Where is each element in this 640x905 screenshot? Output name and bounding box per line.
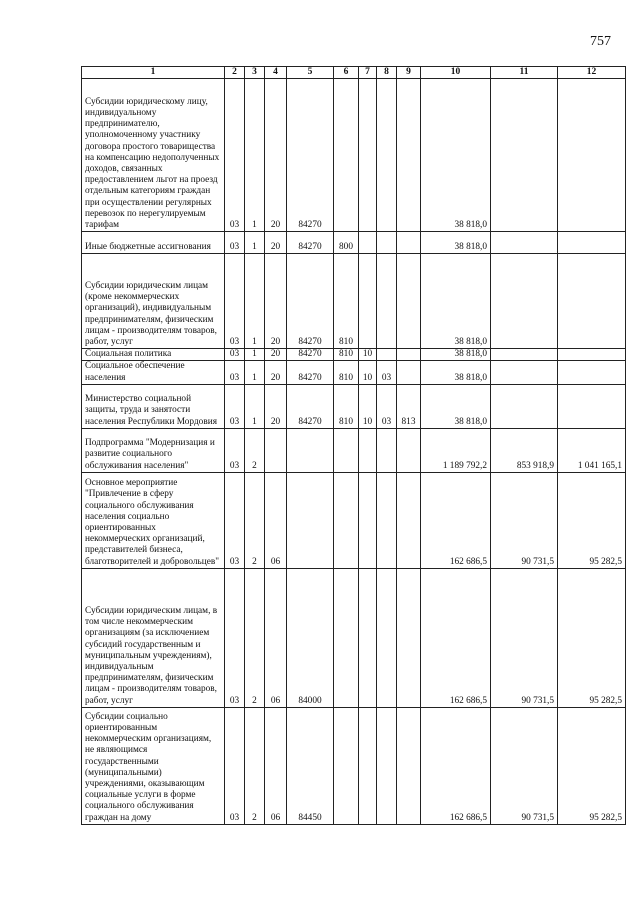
cell-col-3: 2 <box>245 428 265 472</box>
row-name: Подпрограмма "Модернизация и развитие социального обслуживания населения" <box>82 428 225 472</box>
table-header <box>82 67 626 79</box>
cell-col-12 <box>558 361 626 384</box>
cell-col-12: 1 041 165,1 <box>558 428 626 472</box>
cell-col-3: 1 <box>245 254 265 349</box>
cell-col-12: 95 282,5 <box>558 568 626 707</box>
cell-col-8 <box>377 254 397 349</box>
cell-col-10: 38 818,0 <box>421 361 491 384</box>
cell-col-11 <box>491 349 558 361</box>
table-row <box>82 361 626 384</box>
cell-col-2: 03 <box>225 349 245 361</box>
cell-col-10: 162 686,5 <box>421 707 491 824</box>
cell-col-8 <box>377 428 397 472</box>
cell-col-12: 95 282,5 <box>558 707 626 824</box>
col-header: 9 <box>397 67 421 79</box>
cell-col-3: 1 <box>245 79 265 232</box>
cell-col-8: 03 <box>377 384 397 428</box>
table-body <box>82 79 626 825</box>
row-name: Субсидии юридическим лицам, в том числе некоммерческим организациям (за исключением субсидий государственным и муниципальным учреждениям), индивидуальным предпринимателям, физическим лицам - производителям товаров, работ, услуг <box>82 568 225 707</box>
cell-col-3: 1 <box>245 349 265 361</box>
col-header: 2 <box>225 67 245 79</box>
cell-col-5: 84270 <box>287 79 334 232</box>
page-number: 757 <box>590 34 611 49</box>
cell-col-4: 06 <box>265 707 287 824</box>
cell-col-7: 10 <box>359 361 377 384</box>
cell-col-7 <box>359 568 377 707</box>
table-row <box>82 254 626 349</box>
cell-col-5: 84000 <box>287 568 334 707</box>
cell-col-5: 84270 <box>287 349 334 361</box>
cell-col-9 <box>397 79 421 232</box>
cell-col-11 <box>491 232 558 254</box>
cell-col-7 <box>359 472 377 568</box>
cell-col-7 <box>359 428 377 472</box>
cell-col-12 <box>558 79 626 232</box>
cell-col-8 <box>377 472 397 568</box>
cell-col-11 <box>491 384 558 428</box>
col-header: 3 <box>245 67 265 79</box>
cell-col-4 <box>265 428 287 472</box>
row-name: Иные бюджетные ассигнования <box>82 232 225 254</box>
cell-col-5: 84450 <box>287 707 334 824</box>
cell-col-4: 06 <box>265 568 287 707</box>
cell-col-3: 2 <box>245 707 265 824</box>
col-header: 11 <box>491 67 558 79</box>
cell-col-2: 03 <box>225 428 245 472</box>
cell-col-10: 162 686,5 <box>421 568 491 707</box>
cell-col-2: 03 <box>225 232 245 254</box>
row-name: Министерство социальной защиты, труда и занятости населения Республики Мордовия <box>82 384 225 428</box>
cell-col-2: 03 <box>225 472 245 568</box>
cell-col-11: 90 731,5 <box>491 472 558 568</box>
cell-col-7 <box>359 79 377 232</box>
cell-col-3: 2 <box>245 472 265 568</box>
cell-col-2: 03 <box>225 707 245 824</box>
cell-col-5: 84270 <box>287 254 334 349</box>
cell-col-9 <box>397 568 421 707</box>
cell-col-7 <box>359 707 377 824</box>
table-row <box>82 472 626 568</box>
cell-col-4: 20 <box>265 254 287 349</box>
table-row <box>82 232 626 254</box>
table-row <box>82 384 626 428</box>
cell-col-12 <box>558 384 626 428</box>
table-row <box>82 707 626 824</box>
cell-col-9 <box>397 349 421 361</box>
cell-col-2: 03 <box>225 384 245 428</box>
header-row <box>82 67 626 79</box>
cell-col-9 <box>397 428 421 472</box>
budget-table <box>81 66 626 825</box>
cell-col-11 <box>491 79 558 232</box>
cell-col-10: 1 189 792,2 <box>421 428 491 472</box>
cell-col-3: 2 <box>245 568 265 707</box>
table-row <box>82 349 626 361</box>
cell-col-5 <box>287 472 334 568</box>
cell-col-5: 84270 <box>287 361 334 384</box>
col-header: 5 <box>287 67 334 79</box>
cell-col-9 <box>397 232 421 254</box>
cell-col-12: 95 282,5 <box>558 472 626 568</box>
table-row <box>82 568 626 707</box>
table-row <box>82 428 626 472</box>
cell-col-7 <box>359 232 377 254</box>
row-name: Социальное обеспечение населения <box>82 361 225 384</box>
cell-col-5: 84270 <box>287 232 334 254</box>
cell-col-10: 38 818,0 <box>421 232 491 254</box>
cell-col-6: 810 <box>334 349 359 361</box>
cell-col-5 <box>287 428 334 472</box>
col-header: 1 <box>82 67 225 79</box>
cell-col-6 <box>334 568 359 707</box>
cell-col-8: 03 <box>377 361 397 384</box>
cell-col-9: 813 <box>397 384 421 428</box>
cell-col-7 <box>359 254 377 349</box>
cell-col-12 <box>558 254 626 349</box>
cell-col-12 <box>558 349 626 361</box>
cell-col-6: 810 <box>334 384 359 428</box>
cell-col-4: 20 <box>265 232 287 254</box>
cell-col-6 <box>334 707 359 824</box>
cell-col-2: 03 <box>225 254 245 349</box>
cell-col-11: 90 731,5 <box>491 568 558 707</box>
row-name: Социальная политика <box>82 349 225 361</box>
cell-col-6 <box>334 79 359 232</box>
cell-col-8 <box>377 232 397 254</box>
cell-col-3: 1 <box>245 361 265 384</box>
cell-col-4: 06 <box>265 472 287 568</box>
col-header: 7 <box>359 67 377 79</box>
cell-col-6 <box>334 428 359 472</box>
col-header: 6 <box>334 67 359 79</box>
cell-col-9 <box>397 254 421 349</box>
cell-col-2: 03 <box>225 79 245 232</box>
row-name: Субсидии юридическим лицам (кроме некоммерческих организаций), индивидуальным предпринимателям, физическим лицам - производителям товаров, работ, услуг <box>82 254 225 349</box>
cell-col-5: 84270 <box>287 384 334 428</box>
cell-col-8 <box>377 568 397 707</box>
cell-col-3: 1 <box>245 384 265 428</box>
cell-col-8 <box>377 349 397 361</box>
cell-col-8 <box>377 707 397 824</box>
cell-col-2: 03 <box>225 568 245 707</box>
cell-col-11 <box>491 361 558 384</box>
cell-col-7: 10 <box>359 349 377 361</box>
cell-col-11: 853 918,9 <box>491 428 558 472</box>
table-row <box>82 79 626 232</box>
cell-col-8 <box>377 79 397 232</box>
cell-col-4: 20 <box>265 361 287 384</box>
cell-col-4: 20 <box>265 79 287 232</box>
cell-col-10: 38 818,0 <box>421 254 491 349</box>
cell-col-6 <box>334 472 359 568</box>
row-name: Основное мероприятие "Привлечение в сферу социального обслуживания населения социально ориентированных некоммерческих организаций, представителей бизнеса, благотворителей и добровольцев" <box>82 472 225 568</box>
col-header: 4 <box>265 67 287 79</box>
col-header: 10 <box>421 67 491 79</box>
cell-col-6: 810 <box>334 254 359 349</box>
cell-col-2: 03 <box>225 361 245 384</box>
col-header: 8 <box>377 67 397 79</box>
cell-col-4: 20 <box>265 349 287 361</box>
row-name: Субсидии социально ориентированным некоммерческим организациям, не являющимся государственными (муниципальными) учреждениями, оказывающим социальные услуги в форме социального обслуживания граждан на дому <box>82 707 225 824</box>
row-name: Субсидии юридическому лицу, индивидуальному предпринимателю, уполномоченному участнику договора простого товарищества на компенсацию недополученных доходов, связанных предоставлением льгот на проезд отдельным категориям граждан при осуществлении регулярных перевозок по нерегулируемым тарифам <box>82 79 225 232</box>
cell-col-11: 90 731,5 <box>491 707 558 824</box>
cell-col-6: 810 <box>334 361 359 384</box>
cell-col-3: 1 <box>245 232 265 254</box>
cell-col-12 <box>558 232 626 254</box>
cell-col-11 <box>491 254 558 349</box>
cell-col-10: 38 818,0 <box>421 349 491 361</box>
cell-col-7: 10 <box>359 384 377 428</box>
cell-col-10: 38 818,0 <box>421 384 491 428</box>
col-header: 12 <box>558 67 626 79</box>
cell-col-4: 20 <box>265 384 287 428</box>
cell-col-10: 162 686,5 <box>421 472 491 568</box>
cell-col-10: 38 818,0 <box>421 79 491 232</box>
cell-col-9 <box>397 361 421 384</box>
cell-col-6: 800 <box>334 232 359 254</box>
cell-col-9 <box>397 707 421 824</box>
cell-col-9 <box>397 472 421 568</box>
